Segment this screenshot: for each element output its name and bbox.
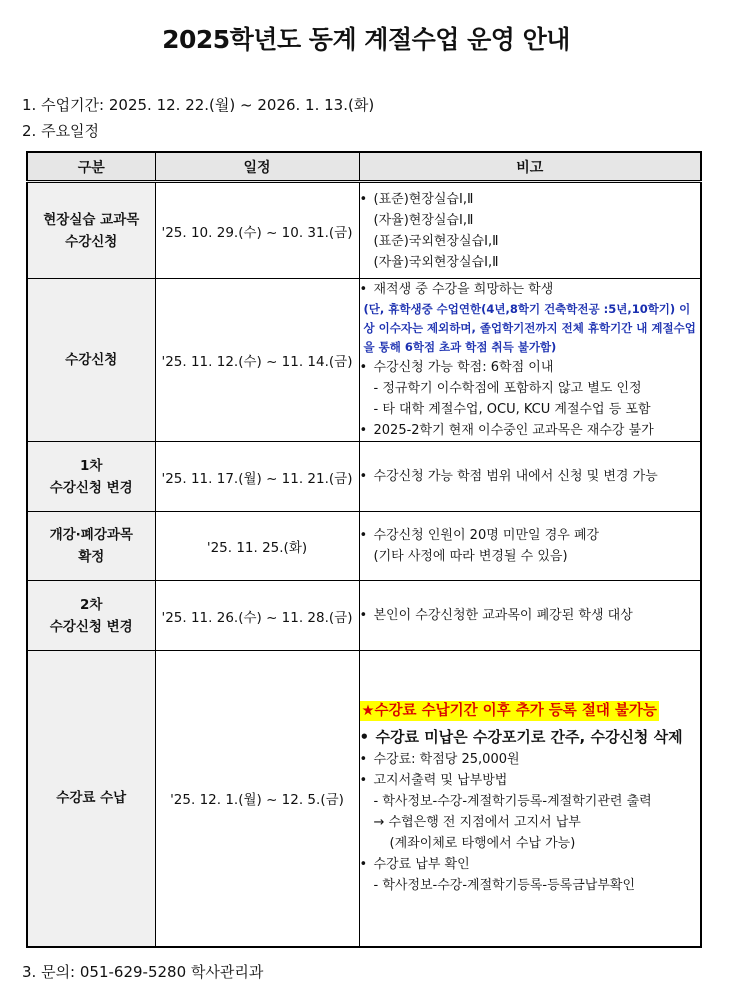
- table-row: [27, 512, 701, 581]
- table-row: [27, 442, 701, 512]
- schedule-table: [26, 151, 702, 948]
- row-category: 현장실습 교과목 수강신청: [27, 182, 155, 279]
- table-header-row: [27, 152, 701, 182]
- row-notes: • 재적생 중 수강을 희망하는 학생 (단, 휴학생중 수업연한(4년,8학기 건축학전공 :5년,10학기) 이상 이수자는 제외하며, 졸업학기전까지 전체 휴학기간 내 계절수업을 통해 6학점 초과 학점 취득 불가함) • 수강신청 가능 학점: 6학점 이내 - 정규학기 이수학점에 포함하지 않고 별도 인정 - 타 대학 계절수업, OCU, KCU 계절수업 등 포함 • 2025-2학기 현재 이수중인 교과목은 재수강 불가: [359, 279, 701, 442]
- bullet-icon: •: [359, 191, 368, 207]
- row-category: 수강신청: [27, 279, 155, 442]
- bullet-icon: •: [359, 528, 368, 543]
- row-category: 2차 수강신청 변경: [27, 581, 155, 651]
- row-date: '25. 11. 12.(수) ~ 11. 14.(금): [155, 279, 359, 442]
- warning-banner: ★수강료 수납기간 이후 추가 등록 절대 불가능: [361, 702, 657, 719]
- table-row: [27, 279, 701, 442]
- row-notes: • 수강신청 인원이 20명 미만일 경우 폐강 (기타 사정에 따라 변경될 수 있음): [359, 512, 701, 581]
- row-date: '25. 10. 29.(수) ~ 10. 31.(금): [155, 182, 359, 279]
- bullet-icon: •: [359, 772, 368, 788]
- restriction-note: (단, 휴학생중 수업연한(4년,8학기 건축학전공 :5년,10학기) 이상 이수자는 제외하며, 졸업학기전까지 전체 휴학기간 내 계절수업을 통해 6학점 초과 학점 취득 불가함): [363, 302, 696, 354]
- row-date: '25. 11. 25.(화): [155, 512, 359, 581]
- row-category: 개강·폐강과목 확정: [27, 512, 155, 581]
- bullet-icon: •: [359, 469, 368, 484]
- class-period: 1. 수업기간: 2025. 12. 22.(월) ~ 2026. 1. 13.(화): [22, 96, 375, 114]
- row-date: '25. 11. 17.(월) ~ 11. 21.(금): [155, 442, 359, 512]
- column-header-date: 일정: [155, 152, 359, 182]
- table-row: [27, 651, 701, 947]
- bullet-icon: •: [359, 282, 368, 297]
- column-header-category: 구분: [27, 152, 155, 182]
- bullet-icon: •: [359, 751, 368, 767]
- schedule-heading: 2. 주요일정: [22, 122, 100, 140]
- column-header-notes: 비고: [359, 152, 701, 182]
- bullet-icon: •: [359, 423, 368, 438]
- row-notes: ★수강료 수납기간 이후 추가 등록 절대 불가능 • 수강료 미납은 수강포기로 간주, 수강신청 삭제 • 수강료: 학점당 25,000원 • 고지서출력 및 납부방법 - 학사정보-수강-계절학기등록-계절학기관련 출력 → 수협은행 전 지점에서 고지서 납부 (계좌이체로 타행에서 수납 가능) • 수강료 납부 확인 - 학사정보-수강-계절학기등록-등록금납부확인: [359, 651, 701, 947]
- contact-info: 3. 문의: 051-629-5280 학사관리과: [22, 963, 264, 981]
- row-date: '25. 12. 1.(월) ~ 12. 5.(금): [155, 651, 359, 947]
- row-category: 수강료 수납: [27, 651, 155, 947]
- bullet-icon: •: [359, 727, 370, 746]
- bullet-icon: •: [359, 360, 368, 375]
- row-notes: • (표준)현장실습Ⅰ,Ⅱ (자율)현장실습Ⅰ,Ⅱ (표준)국외현장실습Ⅰ,Ⅱ (자율)국외현장실습Ⅰ,Ⅱ: [359, 182, 701, 279]
- bullet-icon: •: [359, 856, 368, 872]
- row-notes: • 수강신청 가능 학점 범위 내에서 신청 및 변경 가능: [359, 442, 701, 512]
- table-row: [27, 182, 701, 279]
- row-category: 1차 수강신청 변경: [27, 442, 155, 512]
- row-date: '25. 11. 26.(수) ~ 11. 28.(금): [155, 581, 359, 651]
- table-row: [27, 581, 701, 651]
- bullet-icon: •: [359, 608, 368, 623]
- row-notes: • 본인이 수강신청한 교과목이 폐강된 학생 대상: [359, 581, 701, 651]
- document-title: 2025학년도 동계 계절수업 운영 안내: [162, 25, 570, 54]
